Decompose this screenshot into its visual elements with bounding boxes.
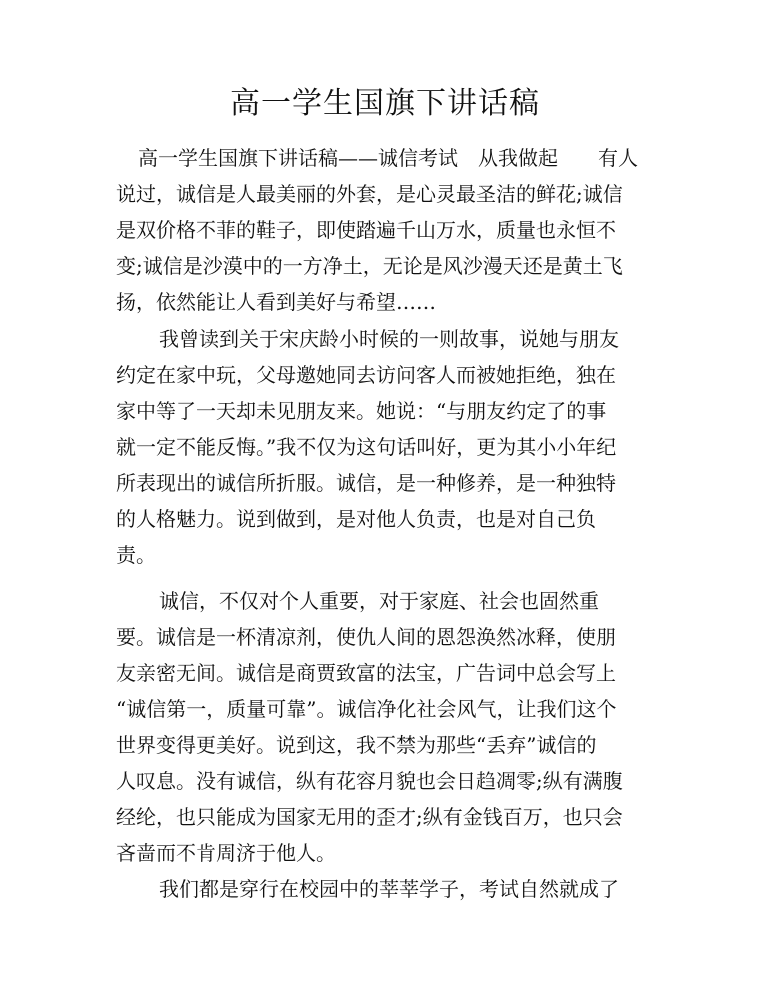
paragraph-line: 高一学生国旗下讲话稿——诚信考试 从我做起 有人 xyxy=(138,146,638,170)
paragraph-line: 人叹息。没有诚信，纵有花容月貌也会日趋凋零;纵有满腹 xyxy=(116,769,623,793)
paragraph-line: 的人格魅力。说到做到，是对他人负责，也是对自己负 xyxy=(116,507,596,531)
paragraph-line: 吝啬而不肯周济于他人。 xyxy=(116,841,336,865)
paragraph-line: 经纶，也只能成为国家无用的歪才;纵有金钱百万，也只会 xyxy=(116,805,623,829)
paragraph-line: 约定在家中玩，父母邀她同去访问客人而被她拒绝，独在 xyxy=(116,363,616,387)
paragraph-line: 家中等了一天却未见朋友来。她说：“与朋友约定了的事 xyxy=(116,399,607,423)
paragraph-line: 诚信，不仅对个人重要，对于家庭、社会也固然重 xyxy=(159,589,599,613)
paragraph-line: 扬，依然能让人看到美好与希望…… xyxy=(116,290,436,314)
paragraph-line: 世界变得更美好。说到这，我不禁为那些“丢弃”诚信的 xyxy=(116,733,597,757)
paragraph-line: 责。 xyxy=(116,543,156,567)
paragraph-line: 所表现出的诚信所折服。诚信，是一种修养，是一种独特 xyxy=(116,471,616,495)
paragraph-line: 就一定不能反悔。”我不仅为这句话叫好，更为其小小年纪 xyxy=(116,435,617,459)
paragraph-line: “诚信第一，质量可靠”。诚信净化社会风气，让我们这个 xyxy=(116,697,617,721)
paragraph-line: 我们都是穿行在校园中的莘莘学子，考试自然就成了 xyxy=(159,877,619,901)
paragraph-line: 要。诚信是一杯清凉剂，使仇人间的恩怨涣然冰释，使朋 xyxy=(116,625,616,649)
document-title: 高一学生国旗下讲话稿 xyxy=(230,86,540,121)
paragraph-line: 说过，诚信是人最美丽的外套，是心灵最圣洁的鲜花;诚信 xyxy=(116,182,623,206)
paragraph-line: 变;诚信是沙漠中的一方净土，无论是风沙漫天还是黄土飞 xyxy=(116,254,623,278)
paragraph-line: 友亲密无间。诚信是商贾致富的法宝，广告词中总会写上 xyxy=(116,661,616,685)
paragraph-line: 我曾读到关于宋庆龄小时候的一则故事，说她与朋友 xyxy=(159,327,619,351)
paragraph-line: 是双价格不菲的鞋子，即使踏遍千山万水，质量也永恒不 xyxy=(116,218,616,242)
